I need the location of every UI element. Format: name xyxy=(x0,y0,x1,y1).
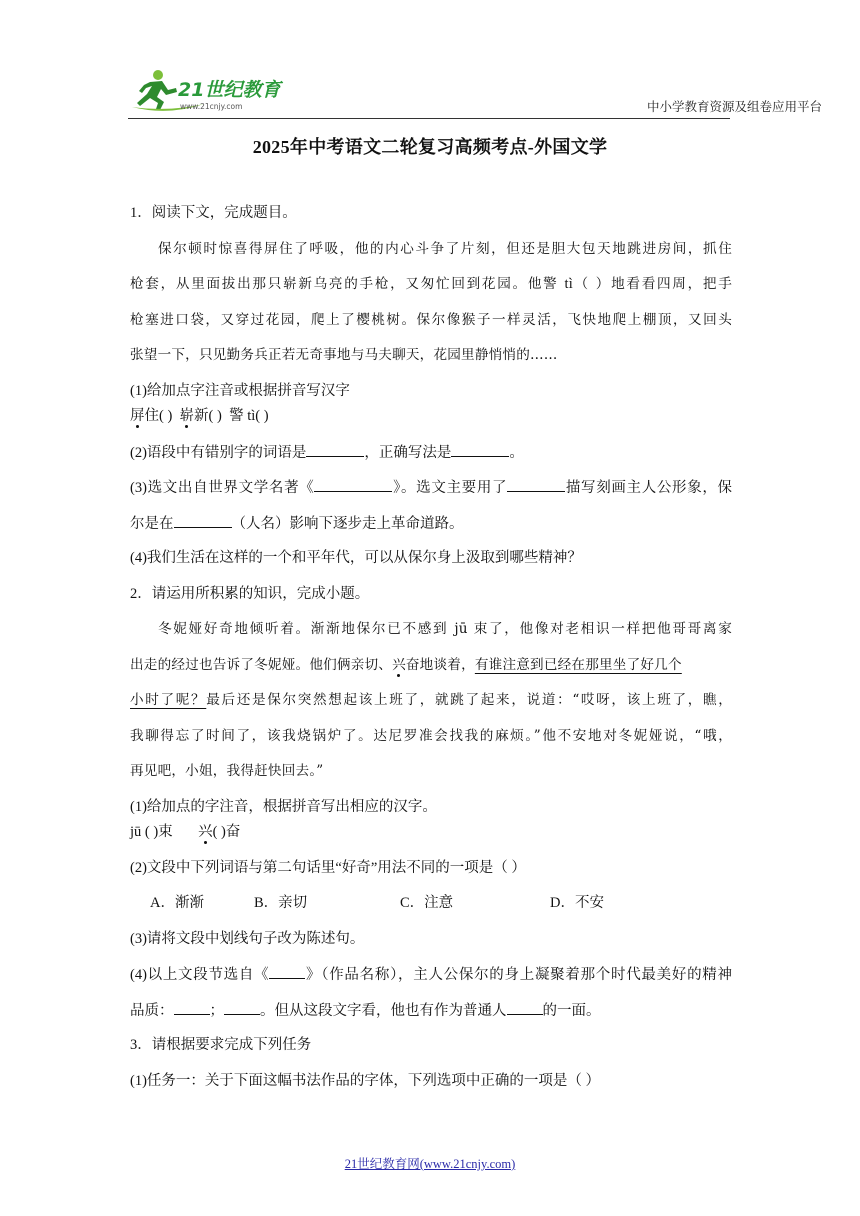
q1-passage-line-1: 保尔顿时惊喜得屏住了呼吸，他的内心斗争了片刻，但还是胆大包天地跳进房间，抓住 xyxy=(158,240,732,257)
option-d[interactable]: D．不安 xyxy=(550,895,604,911)
answer-blank[interactable] xyxy=(306,442,364,457)
q2-sub-1-blanks: jū ( )束 兴( )奋 xyxy=(130,824,241,840)
q1-passage-line-2: 枪套，从里面拔出那只崭新乌亮的手枪，又匆忙回到花园。他警 tì（ ）地看看四周，把手 xyxy=(130,276,732,292)
q1-sub-1-blanks: 屏住( ) 崭新( ) 警 tì( ) xyxy=(130,408,269,424)
option-b[interactable]: B．亲切 xyxy=(254,895,308,911)
q2-passage-line-4: 我聊得忘了时间了，该我烧锅炉了。达尼罗准会找我的麻烦。”他不安地对冬妮娅说，“哦， xyxy=(130,727,732,744)
answer-blank[interactable] xyxy=(224,1000,260,1015)
q2-passage-line-1: 冬妮娅好奇地倾听着。渐渐地保尔已不感到 jū 束了，他像对老相识一样把他哥哥离家 xyxy=(158,621,732,637)
page-header xyxy=(128,66,822,119)
footer-link[interactable]: 21世纪教育网(www.21cnjy.com) xyxy=(344,1157,516,1171)
q2-passage-line-2: 出走的经过也告诉了冬妮娅。他们俩亲切、兴奋地谈着，有谁注意到已经在那里坐了好几个 xyxy=(130,656,682,673)
answer-blank[interactable] xyxy=(269,964,305,979)
q2-options xyxy=(130,893,732,913)
q2-passage-line-5: 再见吧，小姐，我得赶快回去。” xyxy=(130,763,324,779)
q2-sub-3: (3)请将文段中划线句子改为陈述句。 xyxy=(130,930,365,947)
q2-sub-4: (4)以上文段节选自《 》（作品名称），主人公保尔的身上凝聚着那个时代最美好的精神 xyxy=(130,964,732,984)
page-title: 2025年中考语文二轮复习高频考点-外国文学 xyxy=(252,137,608,157)
answer-blank[interactable] xyxy=(451,442,509,457)
platform-name: 中小学教育资源及组卷应用平台 xyxy=(646,99,822,114)
answer-blank[interactable] xyxy=(507,1000,543,1015)
option-c[interactable]: C．注意 xyxy=(400,895,454,911)
q3-stem: 3．请根据要求完成下列任务 xyxy=(130,1037,312,1053)
answer-blank[interactable] xyxy=(174,1000,210,1015)
q2-passage-line-3: 小时了呢？最后还是保尔突然想起该上班了，就跳了起来，说道：“哎呀，该上班了，瞧， xyxy=(130,692,732,708)
q1-sub-1: (1)给加点字注音或根据拼音写汉字 xyxy=(130,382,350,399)
q1-sub-2: (2)语段中有错别字的词语是 ，正确写法是 。 xyxy=(130,442,732,462)
q1-sub-3: (3)选文出自世界文学名著《 》。选文主要用了 描写刻画主人公形象，保 xyxy=(130,477,732,497)
q2-sub-4-cont: 品质： ； 。但从这段文字看，他也有作为普通人 的一面。 xyxy=(130,1000,732,1020)
q2-stem: 2．请运用所积累的知识，完成小题。 xyxy=(130,585,370,602)
q2-sub-1: (1)给加点的字注音，根据拼音写出相应的汉字。 xyxy=(130,798,437,815)
logo-url: www.21cnjy.com xyxy=(180,102,243,111)
q2-sub-2: (2)文段中下列词语与第二句话里“好奇”用法不同的一项是（ ） xyxy=(130,859,526,876)
answer-blank[interactable] xyxy=(507,477,565,492)
option-a[interactable]: A．渐渐 xyxy=(150,895,204,911)
document-body xyxy=(130,203,732,1106)
logo xyxy=(128,66,308,114)
q1-passage-line-4: 张望一下，只见勤务兵正若无奇事地与马夫聊天，花园里静悄悄的…… xyxy=(130,347,558,363)
q1-sub-3-cont: 尔是在 （人名）影响下逐步走上革命道路。 xyxy=(130,513,732,533)
answer-blank[interactable] xyxy=(314,477,392,492)
q1-stem: 1．阅读下文，完成题目。 xyxy=(130,205,297,221)
q1-passage-line-3: 枪塞进口袋，又穿过花园，爬上了樱桃树。保尔像猴子一样灵活，飞快地爬上棚顶，又回头 xyxy=(130,311,732,328)
q1-sub-4: (4)我们生活在这样的一个和平年代，可以从保尔身上汲取到哪些精神？ xyxy=(130,550,582,566)
answer-blank[interactable] xyxy=(174,513,232,528)
q3-sub-1: (1)任务一：关于下面这幅书法作品的字体，下列选项中正确的一项是（ ） xyxy=(130,1072,601,1089)
logo-text: 21世纪教育 xyxy=(178,79,281,101)
